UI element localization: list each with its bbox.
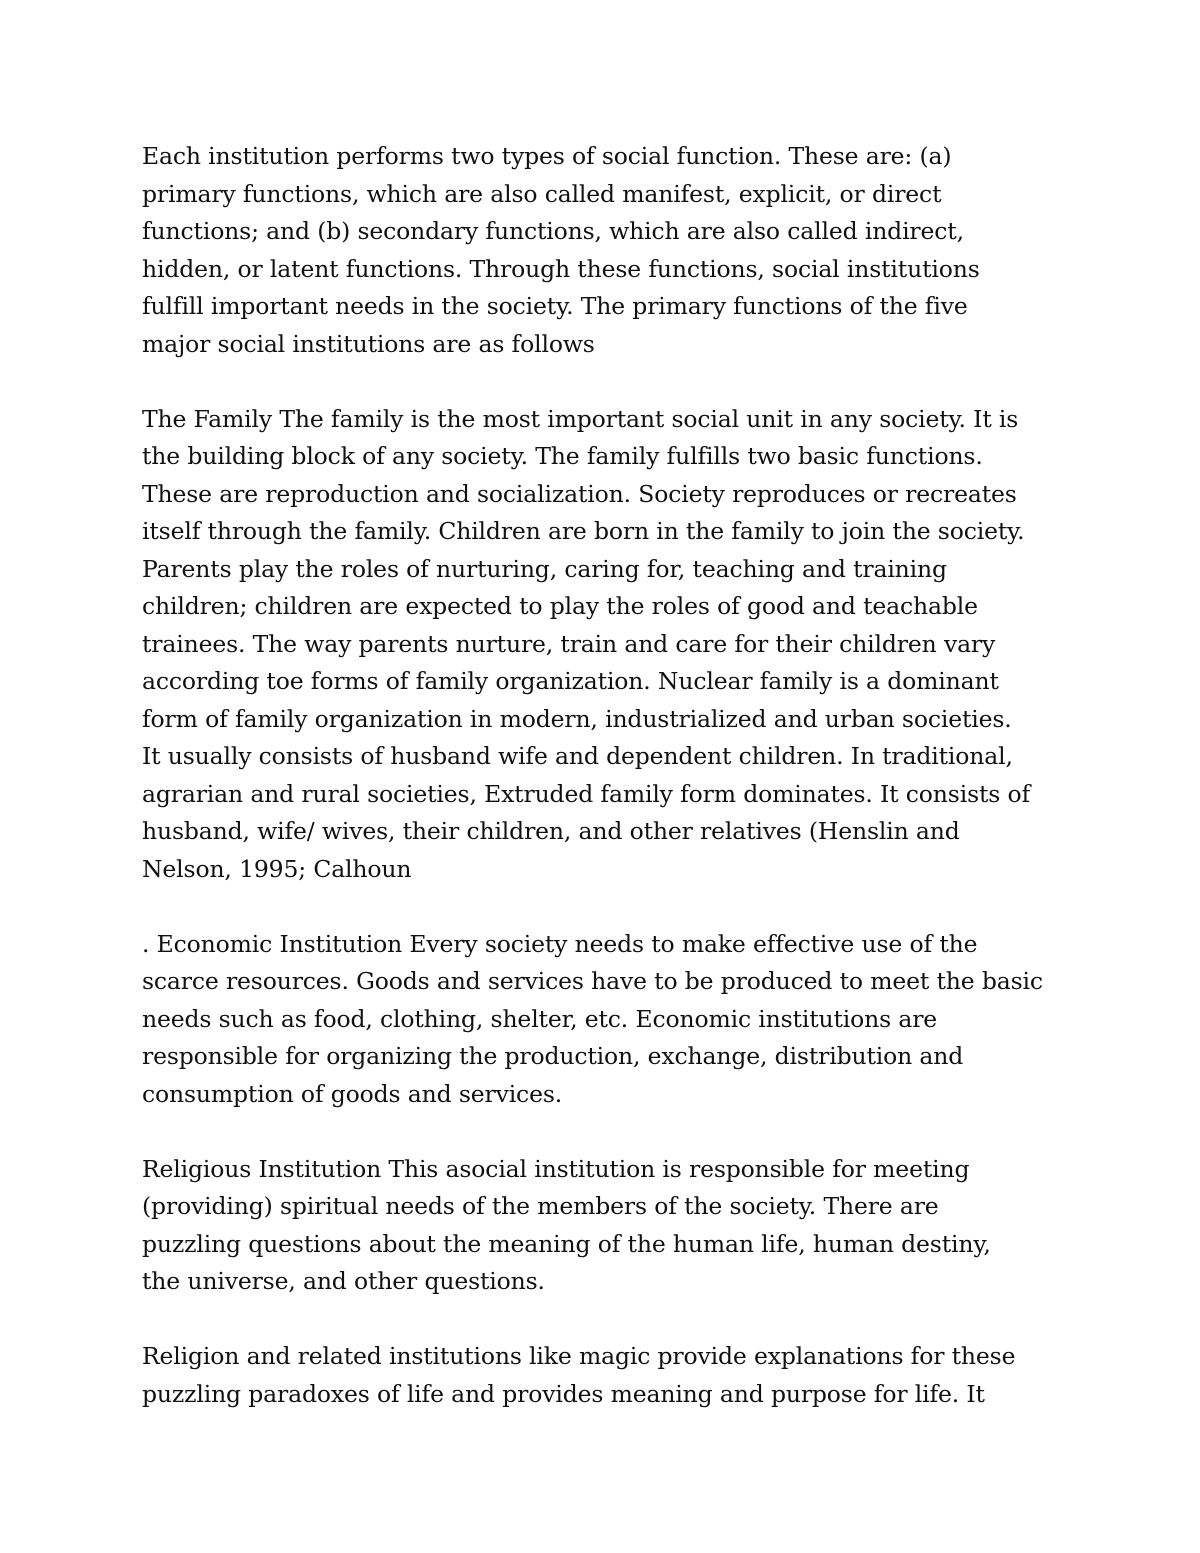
text-line: agrarian and rural societies, Extruded family form dominates. It consists of: [142, 779, 1031, 808]
text-line: major social institutions are as follows: [142, 329, 595, 358]
paragraph-family: [142, 401, 1072, 889]
text-line: Each institution performs two types of social function. These are: (a): [142, 142, 952, 170]
text-line: Religion and related institutions like magic provide explanations for these: [142, 1342, 1016, 1370]
text-line: responsible for organizing the production, exchange, distribution and: [142, 1042, 964, 1070]
text-line: consumption of goods and services.: [142, 1079, 563, 1108]
paragraph-economic: [142, 926, 1072, 1114]
text-line: fulfill important needs in the society. The primary functions of the five: [142, 292, 968, 320]
text-line: according toe forms of family organization. Nuclear family is a dominant: [142, 667, 999, 695]
text-line: functions; and (b) secondary functions, which are also called indirect,: [142, 217, 964, 245]
text-line: itself through the family. Children are born in the family to join the society.: [142, 517, 1025, 545]
text-line: husband, wife/ wives, their children, and other relatives (Henslin and: [142, 817, 960, 845]
text-line: These are reproduction and socialization. Society reproduces or recreates: [142, 479, 1017, 508]
text-line: puzzling questions about the meaning of the human life, human destiny,: [142, 1229, 991, 1258]
text-line: Nelson, 1995; Calhoun: [142, 854, 412, 883]
text-line: (providing) spiritual needs of the members of the society. There are: [142, 1192, 939, 1220]
text-line: The Family The family is the most important social unit in any society. It is: [142, 404, 1019, 433]
paragraph-religious: [142, 1151, 1072, 1301]
text-line: hidden, or latent functions. Through these functions, social institutions: [142, 254, 980, 283]
text-line: children; children are expected to play the roles of good and teachable: [142, 592, 978, 620]
paragraph-intro: [142, 138, 1072, 363]
text-line: Religious Institution This asocial institution is responsible for meeting: [142, 1154, 970, 1183]
text-line: primary functions, which are also called manifest, explicit, or direct: [142, 179, 942, 208]
text-line: form of family organization in modern, industrialized and urban societies.: [142, 704, 1012, 733]
text-line: scarce resources. Goods and services have to be produced to meet the basic: [142, 967, 1043, 995]
text-line: the building block of any society. The family fulfills two basic functions.: [142, 442, 983, 470]
text-line: needs such as food, clothing, shelter, etc. Economic institutions are: [142, 1004, 938, 1033]
document-body: [142, 138, 1072, 1451]
text-line: . Economic Institution Every society needs to make effective use of the: [142, 929, 978, 958]
text-line: the universe, and other questions.: [142, 1267, 545, 1295]
text-line: puzzling paradoxes of life and provides meaning and purpose for life. It: [142, 1379, 985, 1408]
text-line: Parents play the roles of nurturing, caring for, teaching and training: [142, 554, 947, 583]
text-line: trainees. The way parents nurture, train and care for their children vary: [142, 629, 996, 658]
text-line: It usually consists of husband wife and dependent children. In traditional,: [142, 742, 1013, 770]
paragraph-religion-magic: [142, 1338, 1072, 1413]
